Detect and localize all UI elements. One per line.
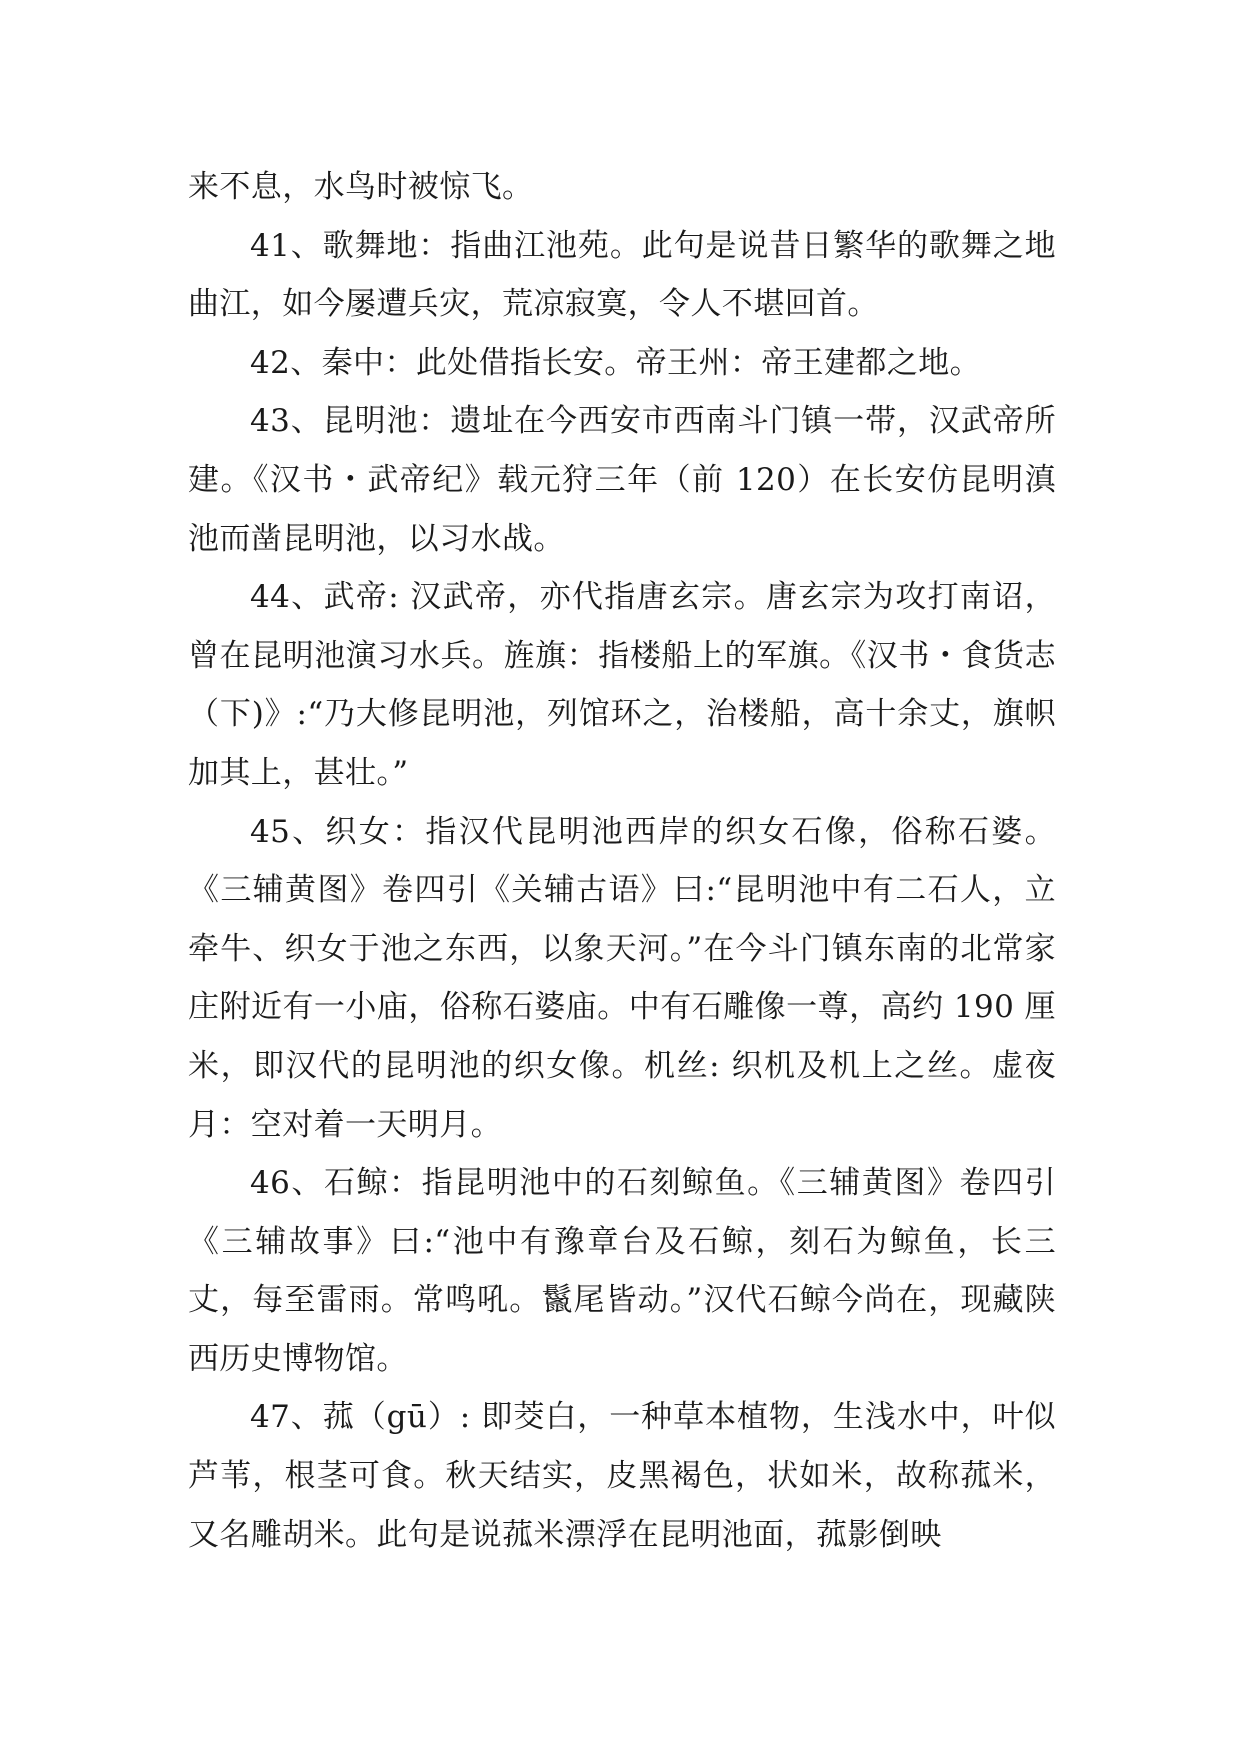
note-46: 46、石鲸：指昆明池中的石刻鲸鱼。《三辅黄图》卷四引《三辅故事》曰:“池中有豫章台及石鲸，刻石为鲸鱼，长三丈，每至雷雨。常鸣吼。鬣尾皆动。”汉代石鲸今尚在，现藏陕西历史博物馆。 (188, 1165, 1056, 1377)
note-44: 44、武帝: 汉武帝，亦代指唐玄宗。唐玄宗为攻打南诏，曾在昆明池演习水兵。旌旗：指楼船上的军旗。《汉书・食货志（下)》:“乃大修昆明池，列馆环之，治楼船，高十余丈，旗帜加其上，甚壮。” (188, 579, 1056, 791)
note-42: 42、秦中：此处借指长安。帝王州：帝王建都之地。 (250, 344, 982, 381)
note-41: 41、歌舞地：指曲江池苑。此句是说昔日繁华的歌舞之地曲江，如今屡遭兵灾，荒凉寂寞，令人不堪回首。 (188, 227, 1056, 323)
document-body (188, 158, 1056, 1564)
paragraph-continuation: 来不息，水鸟时被惊飞。 (188, 169, 534, 205)
note-47: 47、菰（gū）: 即茭白，一种草本植物，生浅水中，叶似芦苇，根茎可食。秋天结实，皮黑褐色，状如米，故称菰米，又名雕胡米。此句是说菰米漂浮在昆明池面，菰影倒映 (188, 1399, 1056, 1553)
note-45: 45、织女：指汉代昆明池西岸的织女石像，俗称石婆。《三辅黄图》卷四引《关辅古语》曰:“昆明池中有二石人，立牵牛、织女于池之东西，以象天河。”在今斗门镇东南的北常家庄附近有一小庙，俗称石婆庙。中有石雕像一尊，高约 190 厘米，即汉代的昆明池的织女像。机丝: 织机及机上之丝。虚夜月：空对着一天明月。 (188, 813, 1056, 1143)
note-43: 43、昆明池：遗址在今西安市西南斗门镇一带，汉武帝所建。《汉书・武帝纪》载元狩三年（前 120）在长安仿昆明滇池而凿昆明池，以习水战。 (188, 403, 1056, 557)
